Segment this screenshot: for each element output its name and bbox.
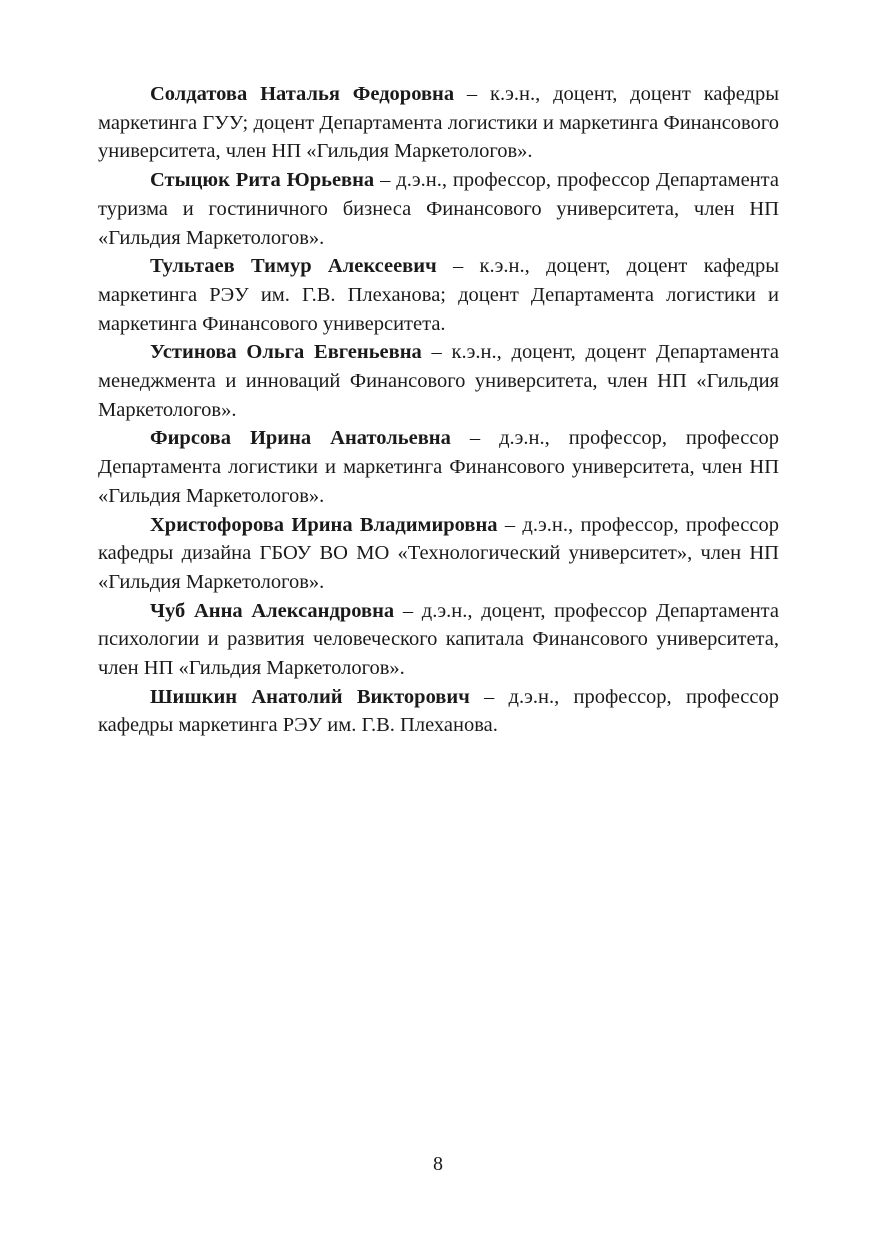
author-entry-chub [98, 597, 779, 683]
author-name: Стыцюк Рита Юрьевна [150, 169, 375, 192]
author-name: Чуб Анна Александровна [150, 599, 395, 622]
author-description: – к.э.н., доцент, доцент кафедры маркетинга ГУУ; доцент Департамента логистики и маркетинга Финансового университета, член НП «Гильдия Маркетологов». [98, 83, 780, 163]
author-name: Шишкин Анатолий Викторович [150, 685, 470, 708]
author-entry-firsova [98, 424, 779, 510]
author-description: – к.э.н., доцент, доцент Департамента менеджмента и инноваций Финансового университета, член НП «Гильдия Маркетологов». [98, 341, 779, 421]
author-entry-khristoforova [98, 511, 779, 597]
author-description: – д.э.н., профессор, профессор Департамента туризма и гостиничного бизнеса Финансового университета, член НП «Гильдия Маркетологов». [98, 169, 779, 249]
author-name: Христофорова Ирина Владимировна [150, 513, 498, 536]
author-list [98, 80, 779, 740]
author-name: Устинова Ольга Евгеньевна [150, 341, 422, 364]
author-description: – д.э.н., профессор, профессор Департамента логистики и маркетинга Финансового университета, член НП «Гильдия Маркетологов». [98, 427, 779, 507]
author-name: Фирсова Ирина Анатольевна [150, 427, 451, 450]
author-entry-stytsyuk [98, 166, 779, 252]
author-entry-ustinova [98, 338, 779, 424]
author-entry-shishkin [98, 683, 779, 740]
author-entry-soldatova [98, 80, 779, 166]
author-description: – д.э.н., доцент, профессор Департамента психологии и развития человеческого капитала Финансового университета, член НП «Гильдия Маркетологов». [98, 599, 779, 680]
author-name: Тультаев Тимур Алексеевич [150, 255, 437, 278]
author-description: – д.э.н., профессор, профессор кафедры маркетинга РЭУ им. Г.В. Плеханова. [98, 685, 780, 737]
author-description: – к.э.н., доцент, доцент кафедры маркетинга РЭУ им. Г.В. Плеханова; доцент Департамента логистики и маркетинга Финансового университета. [98, 255, 780, 335]
author-name: Солдатова Наталья Федоровна [150, 83, 455, 105]
page-number: 8 [433, 1153, 443, 1175]
author-description: – д.э.н., профессор, профессор кафедры дизайна ГБОУ ВО МО «Технологический университет», член НП «Гильдия Маркетологов». [98, 513, 779, 593]
author-entry-tultaev [98, 252, 779, 338]
